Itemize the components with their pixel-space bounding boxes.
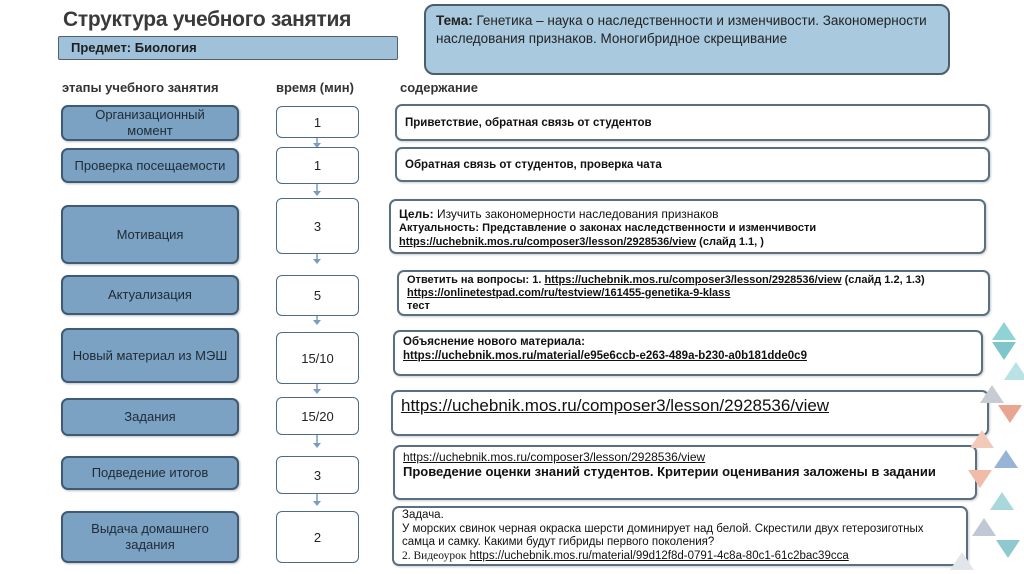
assessment-text: Проведение оценки знаний студентов. Критерии оценивания заложены в задании xyxy=(403,464,936,479)
slide-note: (слайд 1.1, ) xyxy=(699,236,764,248)
test-link[interactable]: https://onlinetestpad.com/ru/testview/161455-genetika-9-klass xyxy=(407,287,731,299)
stage-actualization xyxy=(61,275,239,315)
time-box: 3 xyxy=(276,456,359,494)
time-box: 15/20 xyxy=(276,397,359,435)
arrow-down-icon xyxy=(313,501,321,506)
arrow-down-icon xyxy=(313,320,321,325)
stage-label: Новый материал из МЭШ xyxy=(72,347,228,363)
content-text: Приветствие, обратная связь от студентов xyxy=(405,116,652,129)
decor-triangle-icon xyxy=(968,470,992,488)
stage-attendance xyxy=(61,148,239,183)
lesson-link[interactable]: https://uchebnik.mos.ru/composer3/lesson/2928536/view xyxy=(544,274,842,286)
task-text: У морских свинок черная окраска шерсти доминирует над белой. Скрестили двух гетерозиготных самца и самку. Какими будут гибриды первого поколения? xyxy=(402,522,924,548)
content-homework xyxy=(392,506,968,566)
stage-motivation xyxy=(61,205,239,264)
subject-label: Предмет: Биология xyxy=(58,36,398,60)
decor-triangle-icon xyxy=(994,450,1018,468)
video-link[interactable]: https://uchebnik.mos.ru/material/99d12f8d-0791-4c8a-80c1-61c2bac39cca xyxy=(469,549,849,562)
time-box: 2 xyxy=(276,511,359,563)
stage-label: Выдача домашнего задания xyxy=(91,521,209,552)
relevance-label: Актуальность: xyxy=(399,222,480,234)
stage-org-moment xyxy=(61,105,239,141)
arrow-down-icon xyxy=(313,259,321,264)
goal-text: Изучить закономерности наследования признаков xyxy=(436,207,719,221)
material-link[interactable]: https://uchebnik.mos.ru/material/e95e6ccb-e263-489a-b230-a0b181dde0c9 xyxy=(403,350,807,362)
time-box: 15/10 xyxy=(276,332,359,384)
lesson-link[interactable]: https://uchebnik.mos.ru/composer3/lesson/2928536/view xyxy=(399,236,697,248)
content-actualization xyxy=(397,270,990,316)
decor-triangle-icon xyxy=(1004,362,1024,380)
time-box: 3 xyxy=(276,198,359,254)
decor-triangle-icon xyxy=(998,405,1022,423)
column-header-stages: этапы учебного занятия xyxy=(62,80,219,95)
stage-label: Проверка посещаемости xyxy=(74,157,226,173)
lesson-link[interactable]: https://uchebnik.mos.ru/composer3/lesson/2928536/view xyxy=(403,450,706,464)
decor-triangle-icon xyxy=(972,518,996,536)
time-box: 5 xyxy=(276,275,359,316)
stage-label: Подведение итогов xyxy=(91,465,209,480)
questions-label: Ответить на вопросы: 1. xyxy=(407,274,542,286)
video-label: 2. Видеоурок xyxy=(402,549,467,562)
theme-box xyxy=(424,4,950,75)
arrow-down-icon xyxy=(313,443,321,448)
stage-label: Организационный момент xyxy=(95,107,205,138)
column-header-content: содержание xyxy=(400,80,478,95)
arrow-down-icon xyxy=(313,191,321,196)
stage-label: Задания xyxy=(124,409,176,424)
decor-triangle-icon xyxy=(992,342,1016,360)
task-label: Задача. xyxy=(402,509,444,521)
relevance-text: Представление о законах наследственности и изменчивости xyxy=(482,222,817,234)
theme-text: Генетика – наука о наследственности и изменчивости. Закономерности наследования признаков. Моногибридное скрещивание xyxy=(436,13,927,46)
page-title: Структура учебного занятия xyxy=(63,8,352,31)
content-greeting xyxy=(395,104,990,141)
stage-label: Мотивация xyxy=(116,226,184,242)
decor-triangle-icon xyxy=(950,552,974,570)
stage-homework xyxy=(61,511,239,563)
decor-triangle-icon xyxy=(996,540,1020,558)
slide-note: (слайд 1.2, 1.3) xyxy=(844,274,925,286)
content-motivation xyxy=(389,199,986,254)
theme-label: Тема: xyxy=(436,13,473,28)
content-tasks xyxy=(391,390,989,436)
content-summary xyxy=(393,445,977,500)
content-feedback xyxy=(395,147,990,182)
content-text: Обратная связь от студентов, проверка чата xyxy=(405,158,662,171)
column-header-time: время (мин) xyxy=(276,80,354,95)
lesson-link[interactable]: https://uchebnik.mos.ru/composer3/lesson/2928536/view xyxy=(401,396,830,415)
test-label: тест xyxy=(407,300,430,312)
stage-new-material xyxy=(61,328,239,383)
time-box: 1 xyxy=(276,147,359,184)
decor-triangle-icon xyxy=(970,430,994,448)
content-new-material xyxy=(393,330,983,376)
stage-summary xyxy=(61,456,239,490)
stage-label: Актуализация xyxy=(108,287,192,302)
decor-triangle-icon xyxy=(990,492,1014,510)
stage-tasks xyxy=(61,398,239,436)
arrow-down-icon xyxy=(313,389,321,394)
time-box: 1 xyxy=(276,106,359,138)
decor-triangle-icon xyxy=(980,385,1004,403)
decor-triangle-icon xyxy=(992,322,1016,340)
new-material-label: Объяснение нового материала: xyxy=(403,336,585,348)
goal-label: Цель: xyxy=(399,207,434,221)
